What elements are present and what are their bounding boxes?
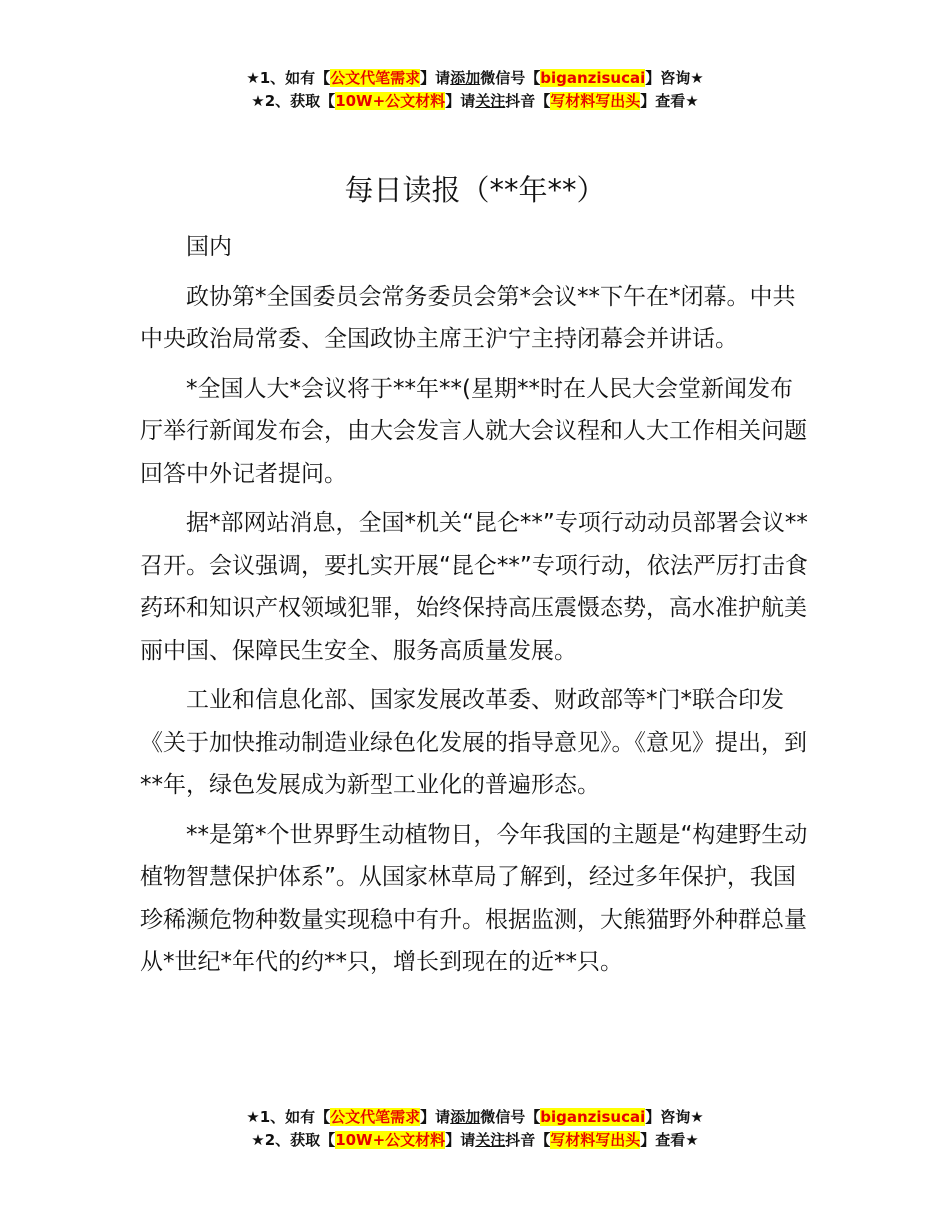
document-title: 每日读报（**年**） — [344, 173, 606, 207]
banner-text: 微信号【 — [480, 69, 541, 87]
paragraph: 工业和信息化部、国家发展改革委、财政部等*门*联合印发《关于加快推动制造业绿色化发展的指导意见》。《意见》提出，到**年，绿色发展成为新型工业化的普遍形态。 — [140, 687, 807, 798]
document-body — [140, 226, 815, 991]
banner-highlight: biganzisucai — [540, 69, 646, 87]
paragraph: *全国人大*会议将于**年**(星期**时在人民大会堂新闻发布厅举行新闻发布会，由大会发言人就大会议程和人大工作相关问题回答中外记者提问。 — [140, 375, 807, 487]
banner-highlight: biganzisucai — [540, 1108, 646, 1126]
banner-text: 】请 — [445, 92, 476, 110]
banner-line-1 — [0, 67, 950, 90]
banner-text: 】请 — [420, 1108, 451, 1126]
banner-underline: 添加 — [450, 69, 481, 87]
banner-text: 】请 — [445, 1131, 476, 1149]
paragraph: 政协第*全国委员会常务委员会第*会议**下午在*闭幕。中共中央政治局常委、全国政协主席王沪宁主持闭幕会并讲话。 — [140, 283, 796, 352]
banner-underline: 关注 — [475, 92, 506, 110]
paragraph: 据*部网站消息，全国*机关“昆仑**”专项行动动员部署会议**召开。会议强调，要扎实开展“昆仑**”专项行动，依法严厉打击食药环和知识产权领域犯罪，始终保持高压震慑态势，高水准护航美丽中国、保障民生安全、服务高质量发展。 — [140, 510, 808, 664]
banner-text: 微信号【 — [480, 1108, 541, 1126]
banner-text: ★2、获取【 — [251, 92, 336, 110]
banner-line-2 — [0, 1129, 950, 1152]
banner-highlight: 写材料写出头 — [550, 1131, 641, 1149]
banner-text: ★1、如有【 — [246, 69, 331, 87]
banner-text: 】咨询★ — [645, 1108, 704, 1126]
banner-highlight: 公文代笔需求 — [330, 1108, 421, 1126]
section-heading: 国内 — [186, 234, 232, 260]
header-banner — [0, 67, 950, 113]
banner-highlight: 写材料写出头 — [550, 92, 641, 110]
paragraph: **是第*个世界野生动植物日，今年我国的主题是“构建野生动植物智慧保护体系”。从国家林草局了解到，经过多年保护，我国珍稀濒危物种数量实现稳中有升。根据监测，大熊猫野外种群总量从*世纪*年代的约**只，增长到现在的近**只。 — [140, 821, 808, 975]
banner-text: ★2、获取【 — [251, 1131, 336, 1149]
banner-line-2 — [0, 90, 950, 113]
banner-text: 】查看★ — [640, 92, 699, 110]
footer-banner — [0, 1106, 950, 1152]
banner-text: ★1、如有【 — [246, 1108, 331, 1126]
banner-highlight: 10W+公文材料 — [335, 1131, 446, 1149]
banner-underline: 关注 — [475, 1131, 506, 1149]
banner-underline: 添加 — [450, 1108, 481, 1126]
banner-highlight: 10W+公文材料 — [335, 92, 446, 110]
banner-text: 抖音【 — [505, 92, 551, 110]
banner-text: 抖音【 — [505, 1131, 551, 1149]
banner-highlight: 公文代笔需求 — [330, 69, 421, 87]
banner-line-1 — [0, 1106, 950, 1129]
banner-text: 】请 — [420, 69, 451, 87]
banner-text: 】查看★ — [640, 1131, 699, 1149]
banner-text: 】咨询★ — [645, 69, 704, 87]
